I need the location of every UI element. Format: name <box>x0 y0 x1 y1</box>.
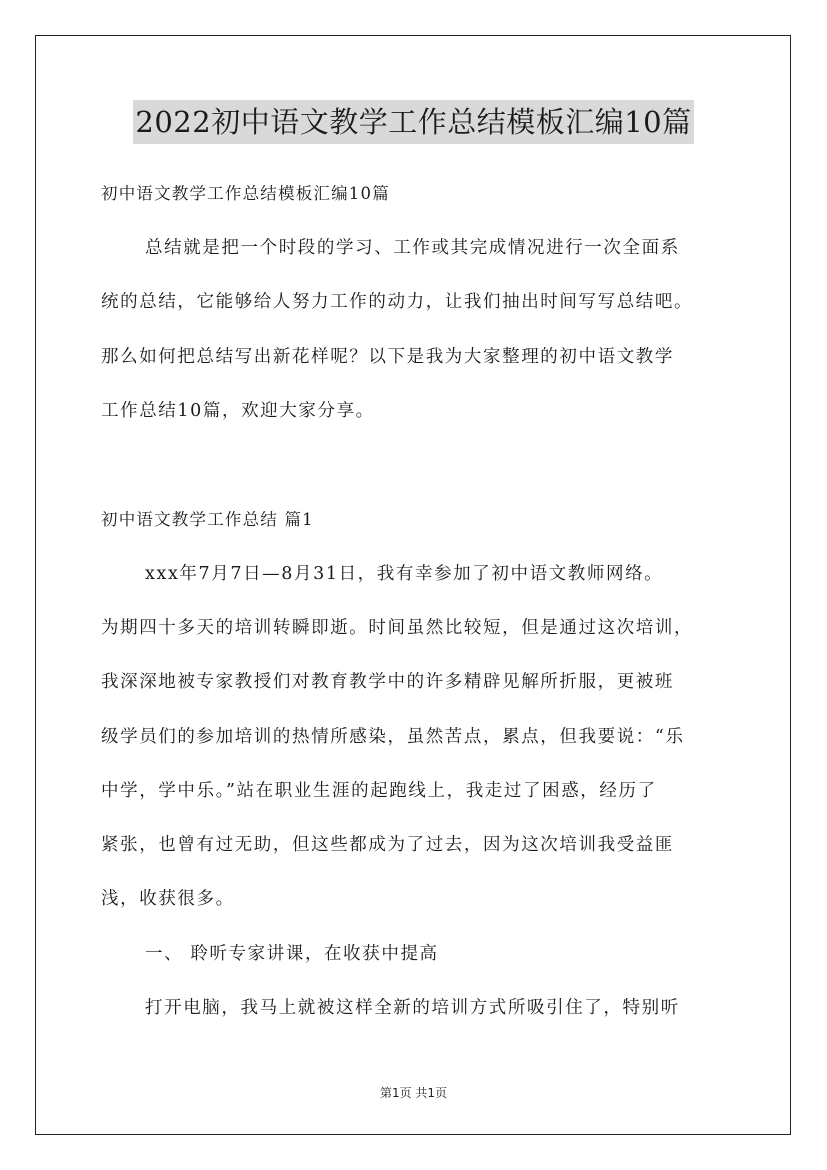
body-line-6: 紧张，也曾有过无助，但这些都成为了过去，因为这次培训我受益匪 <box>101 835 674 855</box>
body-line-3: 我深深地被专家教授们对教育教学中的许多精辟见解所折服，更被班 <box>101 672 674 692</box>
document-title-text: 2022初中语文教学工作总结模板汇编10篇 <box>133 100 693 144</box>
body-line-8: 打开电脑，我马上就被这样全新的培训方式所吸引住了，特别听 <box>145 998 680 1018</box>
section-heading: 初中语文教学工作总结 篇1 <box>101 510 314 529</box>
intro-line-4: 工作总结10篇，欢迎大家分享。 <box>101 401 375 421</box>
intro-line-2: 统的总结，它能够给人努力工作的动力，让我们抽出时间写写总结吧。 <box>101 292 694 312</box>
body-line-5: 中学，学中乐。”站在职业生涯的起跑线上，我走过了困惑，经历了 <box>101 781 657 801</box>
body-line-7: 浅，收获很多。 <box>101 889 235 909</box>
body-line-2: 为期四十多天的培训转瞬即逝。时间虽然比较短，但是通过这次培训， <box>101 618 694 638</box>
document-subtitle: 初中语文教学工作总结模板汇编10篇 <box>101 184 390 203</box>
intro-line-1: 总结就是把一个时段的学习、工作或其完成情况进行一次全面系 <box>145 238 680 258</box>
body-line-1: xxx年7月7日—8月31日，我有幸参加了初中语文教师网络。 <box>145 564 664 584</box>
intro-line-3: 那么如何把总结写出新花样呢？以下是我为大家整理的初中语文教学 <box>101 347 674 367</box>
page-footer: 第1页 共1页 <box>379 1086 448 1100</box>
point-heading-1: 一、 聆听专家讲课，在收获中提高 <box>145 944 439 964</box>
document-title <box>0 100 827 144</box>
body-line-4: 级学员们的参加培训的热情所感染，虽然苦点，累点，但我要说：“乐 <box>101 727 685 747</box>
